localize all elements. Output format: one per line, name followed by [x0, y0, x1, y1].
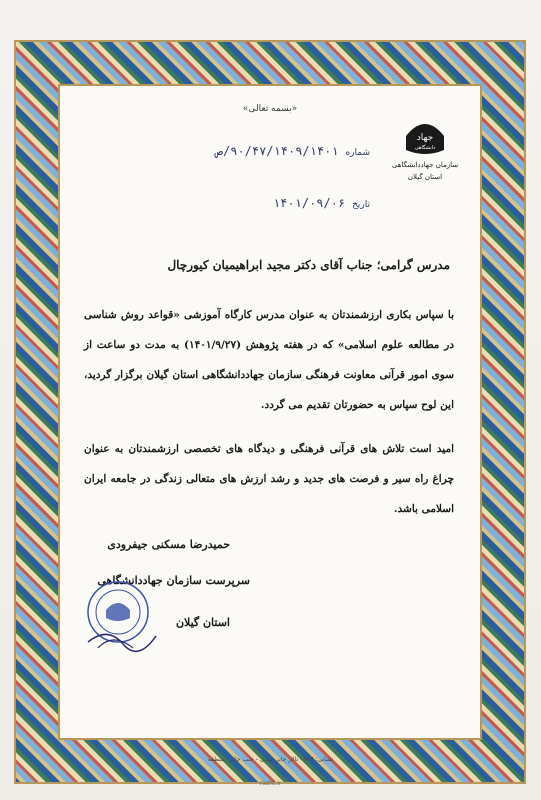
date-value: ۱۴۰۱/۰۹/۰۶ — [272, 196, 346, 210]
svg-text:دانشگاهی: دانشگاهی — [414, 145, 436, 151]
signer-province: استان گیلان — [175, 616, 230, 629]
letter-date — [273, 196, 370, 210]
official-stamp-icon — [78, 576, 158, 656]
salutation: مدرس گرامی؛ جناب آقای دکتر مجید ابراهیمیان کیورچال — [167, 258, 450, 272]
organization-logo — [390, 116, 460, 182]
footer-website: rasht.ir — [259, 780, 282, 787]
body-paragraph-1: با سپاس بکاری ارزشمندتان به عنوان مدرس کارگاه آموزشی «قواعد روش شناسی در مطالعه علوم اسلامی» که در هفته پژوهش (۱۴۰۱/۹/۲۷) به مدت دو ساعت از سوی امور قرآنی معاونت فرهنگی سازمان جهاددانشگاهی استان گیلان برگزار گردید، این لوح سپاس به حضورتان تقدیم می گردد. — [84, 309, 454, 411]
org-province: استان گیلان — [407, 173, 443, 181]
signer-title: سرپرست سازمان جهاددانشگاهی — [97, 574, 250, 587]
org-name: سازمان جهاددانشگاهی — [391, 161, 459, 169]
footer-address: نشانی: ۷۱۴ - تالار جابر حیانی - جنب جابر - منطقه — [207, 756, 334, 763]
svg-text:جهاد: جهاد — [416, 133, 434, 143]
certificate-content — [60, 86, 480, 738]
date-label: تاریخ — [352, 200, 370, 210]
heading-bismillah: «بسمه تعالی» — [242, 104, 298, 114]
signer-name: حمیدرضا مسکنی جیفرودی — [107, 538, 230, 551]
number-value: ۹۰/۴۷/۱۴۰۹/۱۴۰۱/ص — [215, 144, 339, 158]
letter-number — [216, 144, 370, 158]
number-label: شماره — [345, 148, 370, 158]
body-paragraph-2: امید است تلاش های قرآنی فرهنگی و دیدگاه های تخصصی ارزشمندتان به عنوان چراغ راه سیر و فرصت های جدید و رشد ارزش های متعالی زندگی در جامعه ایران اسلامی باشد. — [84, 443, 454, 515]
jahad-logo-icon — [402, 116, 448, 158]
